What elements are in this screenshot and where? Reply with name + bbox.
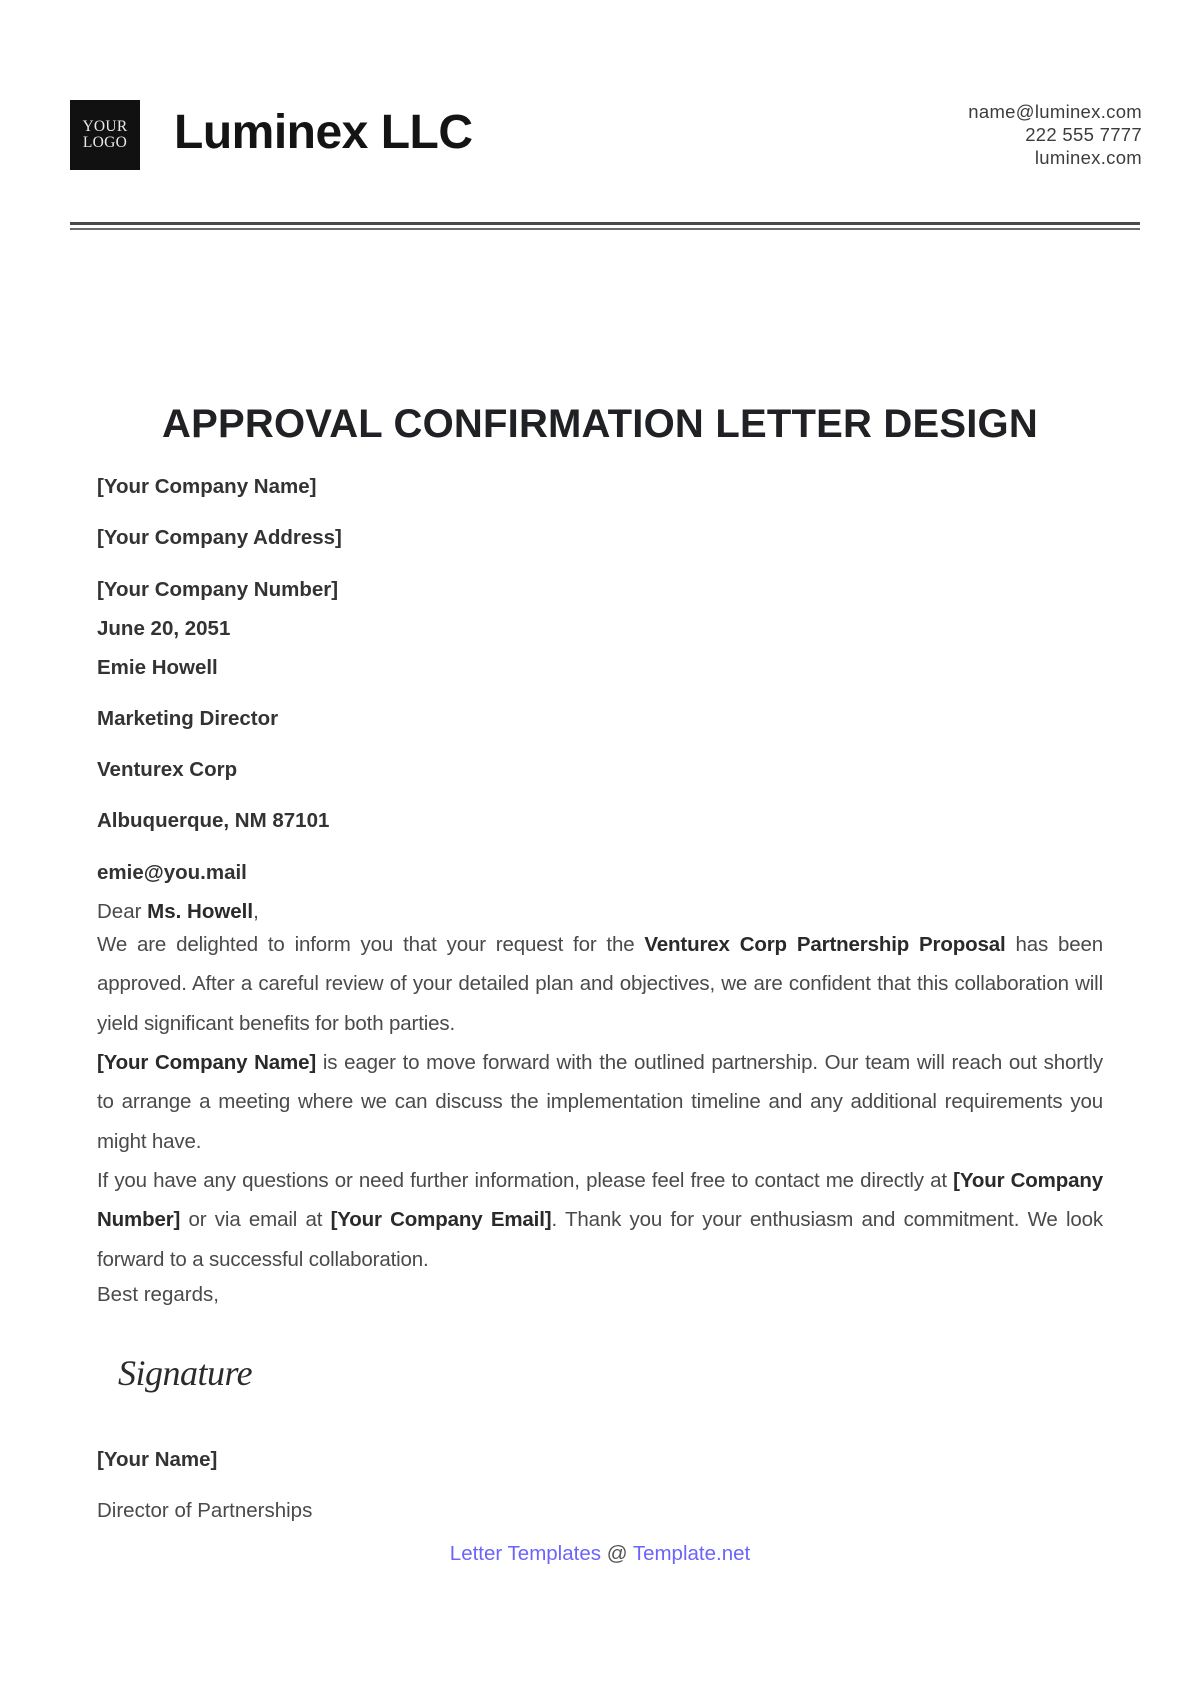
paragraph1-text-a: We are delighted to inform you that your request for the [97,933,645,956]
contact-phone: 222 555 7777 [1025,124,1142,145]
proposal-name: Venturex Corp Partnership Proposal [644,933,1006,956]
paragraph1-text-b: has been approved. After a careful review of your detailed plan and objectives, we are confident that this collaboration will yield significant benefits for both parties. [97,933,1104,1035]
sender-company-address: [Your Company Address] [97,526,342,549]
document-title: APPROVAL CONFIRMATION LETTER DESIGN [162,402,1038,446]
salutation-name: Ms. Howell [147,900,254,923]
footer-credit[interactable] [0,1541,1200,1567]
recipient-title: Marketing Director [97,707,279,730]
paragraph-approval [97,925,1103,1043]
sender-company-number: [Your Company Number] [97,578,339,601]
recipient-email: emie@you.mail [97,861,247,884]
paragraph3-text-b: or via email at [180,1208,331,1232]
paragraph3-company-email: [Your Company Email] [330,1208,552,1232]
paragraph3-text-a: If you have any questions or need further information, please feel free to contact me directly at [97,1169,954,1192]
contact-email: name@luminex.com [968,101,1142,122]
recipient-company: Venturex Corp [97,758,238,781]
recipient-city: Albuquerque, NM 87101 [97,809,330,832]
signature: Signature [118,1353,253,1393]
closing: Best regards, [97,1283,219,1306]
paragraph-next-steps [97,1043,1103,1161]
salutation-suffix: , [253,900,259,923]
paragraph2-company-name: [Your Company Name] [97,1051,317,1074]
footer-link-template-net[interactable]: Template.net [632,1542,751,1565]
salutation [97,899,259,925]
header-divider-top [70,222,1140,225]
paragraph3-company-number: [Your Company Number] [97,1169,1104,1232]
logo-text-line2: LOGO [82,134,128,151]
salutation-prefix: Dear [97,900,148,923]
contact-website: luminex.com [1034,147,1142,168]
paragraph-contact [97,1161,1103,1279]
company-name: Luminex LLC [174,106,473,159]
signer-name: [Your Name] [97,1448,218,1471]
paragraph3-text-c: . Thank you for your enthusiasm and commitment. We look forward to a successful collaboration. [97,1208,1103,1271]
contact-block [968,100,1142,169]
footer-at-sign: @ [606,1542,628,1565]
letter-date: June 20, 2051 [97,617,231,640]
signer-title: Director of Partnerships [97,1499,313,1522]
sender-company-name: [Your Company Name] [97,475,317,498]
paragraph2-text-a: is eager to move forward with the outlined partnership. Our team will reach out shortly to arrange a meeting where we can discuss the implementation timeline and any additional requirements you might have. [97,1051,1103,1153]
footer-link-letter-templates[interactable]: Letter Templates [449,1542,601,1565]
header-divider-bottom [70,228,1140,230]
logo-text-line1: YOUR [82,118,128,135]
company-logo [70,100,140,170]
recipient-name: Emie Howell [97,656,218,679]
